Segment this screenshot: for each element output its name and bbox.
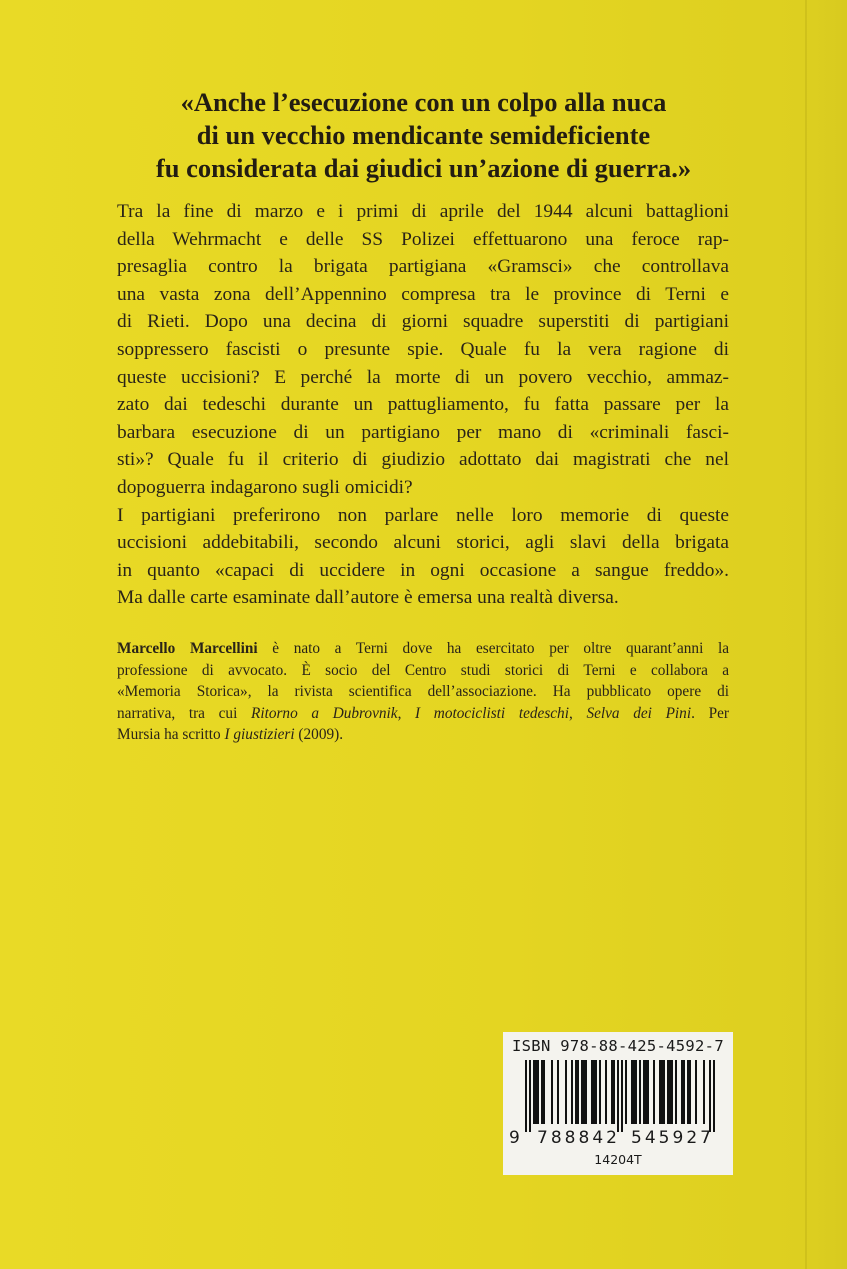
synopsis-line: una vasta zona dell’Appennino compresa tra le province di Terni e bbox=[117, 283, 729, 305]
isbn-barcode-label bbox=[503, 1032, 733, 1175]
barcode-digits bbox=[509, 1128, 711, 1148]
author-bio-text: , bbox=[568, 704, 587, 722]
barcode-bar bbox=[671, 1060, 673, 1124]
pull-quote-line: «Anche l’esecuzione con un colpo alla nuca bbox=[180, 87, 667, 117]
synopsis-line: barbara esecuzione di un partigiano per mano di «criminali fasci- bbox=[117, 421, 729, 443]
author-bio-line bbox=[117, 638, 729, 660]
barcode-bar bbox=[653, 1060, 655, 1124]
book-title: I motociclisti tedeschi bbox=[415, 704, 569, 722]
barcode-bar bbox=[585, 1060, 587, 1124]
barcode-bar bbox=[593, 1060, 595, 1124]
barcode-bar bbox=[683, 1060, 685, 1124]
barcode-bar bbox=[577, 1060, 579, 1124]
barcode-bar bbox=[703, 1060, 705, 1124]
author-bio-line bbox=[117, 724, 729, 746]
barcode-bar bbox=[643, 1060, 645, 1124]
isbn-number: ISBN 978-88-425-4592-7 bbox=[512, 1037, 724, 1055]
barcode-bar bbox=[551, 1060, 553, 1124]
barcode-bar bbox=[645, 1060, 647, 1124]
barcode-bar bbox=[625, 1060, 627, 1124]
barcode-bar bbox=[543, 1060, 545, 1124]
barcode-bars bbox=[525, 1060, 715, 1132]
author-name: Marcello Marcellini bbox=[117, 640, 258, 657]
author-bio-text: Mursia ha scritto bbox=[117, 726, 225, 744]
synopsis-line: di Rieti. Dopo una decina di giorni squadre superstiti di partigiani bbox=[117, 311, 729, 333]
synopsis-line: queste uccisioni? E perché la morte di un povero vecchio, ammaz- bbox=[117, 366, 729, 388]
synopsis-line: soppressero fascisti o presunte spie. Quale fu la vera ragione di bbox=[117, 338, 729, 360]
barcode-bar bbox=[571, 1060, 573, 1124]
barcode-bar bbox=[591, 1060, 593, 1124]
synopsis-line: Tra la fine di marzo e i primi di aprile del 1944 alcuni battaglioni bbox=[117, 201, 729, 222]
barcode-bar bbox=[529, 1060, 531, 1132]
barcode-bar bbox=[533, 1060, 535, 1124]
author-bio-text: , bbox=[397, 704, 416, 722]
barcode-bar bbox=[581, 1060, 583, 1124]
synopsis-line: sti»? Quale fu il criterio di giudizio adottato dai magistrati che nel bbox=[117, 449, 729, 471]
barcode-bar bbox=[689, 1060, 691, 1124]
barcode-bar bbox=[713, 1060, 715, 1132]
author-bio-text: narrativa, tra cui bbox=[117, 704, 251, 722]
barcode-bar bbox=[613, 1060, 615, 1124]
author-bio-line bbox=[117, 703, 729, 725]
barcode-bar bbox=[565, 1060, 567, 1124]
author-bio-text: è nato a Terni dove ha esercitato per oltre quarant’anni la bbox=[257, 640, 729, 657]
barcode-bar bbox=[583, 1060, 585, 1124]
author-bio-line: «Memoria Storica», la rivista scientifica dell’associazione. Ha pubblicato opere di bbox=[117, 683, 729, 701]
barcode-right-digits: 545927 bbox=[631, 1128, 711, 1148]
barcode-bar bbox=[537, 1060, 539, 1124]
author-bio bbox=[117, 638, 729, 746]
book-title: Ritorno a Dubrovnik bbox=[250, 704, 398, 722]
barcode-bar bbox=[675, 1060, 677, 1124]
synopsis-line: I partigiani preferirono non parlare nelle loro memorie di queste bbox=[117, 504, 729, 526]
barcode-bar bbox=[557, 1060, 559, 1124]
barcode-bar bbox=[669, 1060, 671, 1124]
barcode-bar bbox=[617, 1060, 619, 1132]
barcode-bar bbox=[695, 1060, 697, 1124]
synopsis-line: zato dai tedeschi durante un pattugliamento, fu fatta passare per la bbox=[117, 394, 729, 416]
synopsis-line: uccisioni addebitabili, secondo alcuni storici, agli slavi della brigata bbox=[117, 532, 729, 554]
barcode-bar bbox=[595, 1060, 597, 1124]
pull-quote-line: fu considerata dai giudici un’azione di guerra.» bbox=[155, 153, 692, 183]
barcode-bar bbox=[709, 1060, 711, 1132]
synopsis-line: in quanto «capaci di uccidere in ogni occasione a sangue freddo». bbox=[117, 559, 729, 581]
synopsis-line: dopoguerra indagarono sugli omicidi? bbox=[117, 476, 413, 498]
barcode-bar bbox=[541, 1060, 543, 1124]
barcode-bar bbox=[633, 1060, 635, 1124]
barcode-bar bbox=[635, 1060, 637, 1124]
book-title: Selva dei Pini bbox=[586, 704, 692, 722]
barcode-bar bbox=[525, 1060, 527, 1132]
barcode-bar bbox=[631, 1060, 633, 1124]
pull-quote bbox=[110, 86, 737, 185]
barcode-bar bbox=[647, 1060, 649, 1124]
book-title: I giustizieri bbox=[224, 726, 295, 744]
barcode-bar bbox=[667, 1060, 669, 1124]
barcode-bar bbox=[575, 1060, 577, 1124]
barcode-bar bbox=[605, 1060, 607, 1124]
barcode-bar bbox=[639, 1060, 641, 1124]
barcode-bar bbox=[611, 1060, 613, 1124]
author-bio-text: . Per bbox=[691, 704, 729, 722]
barcode-left-digits: 788842 bbox=[537, 1128, 617, 1148]
barcode-lead-digit: 9 bbox=[509, 1128, 520, 1148]
barcode-bar bbox=[659, 1060, 661, 1124]
synopsis-line: presaglia contro la brigata partigiana «Gramsci» che controllava bbox=[117, 256, 729, 278]
synopsis-line: della Wehrmacht e delle SS Polizei effettuarono una feroce rap- bbox=[117, 228, 729, 250]
author-bio-line: professione di avvocato. È socio del Centro studi storici di Terni e collabora a bbox=[117, 661, 729, 679]
barcode-bar bbox=[535, 1060, 537, 1124]
synopsis-line: Ma dalle carte esaminate dall’autore è emersa una realtà diversa. bbox=[117, 587, 619, 609]
spine-fold-line bbox=[805, 0, 807, 1269]
barcode-bar bbox=[687, 1060, 689, 1124]
barcode-bar bbox=[663, 1060, 665, 1124]
author-bio-text: (2009). bbox=[294, 726, 344, 744]
price-code: 14204T bbox=[594, 1152, 642, 1167]
barcode-bar bbox=[621, 1060, 623, 1132]
pull-quote-line: di un vecchio mendicante semideficiente bbox=[196, 120, 651, 150]
barcode-bar bbox=[681, 1060, 683, 1124]
synopsis-text bbox=[117, 198, 729, 612]
barcode-bar bbox=[661, 1060, 663, 1124]
barcode-bar bbox=[599, 1060, 601, 1124]
